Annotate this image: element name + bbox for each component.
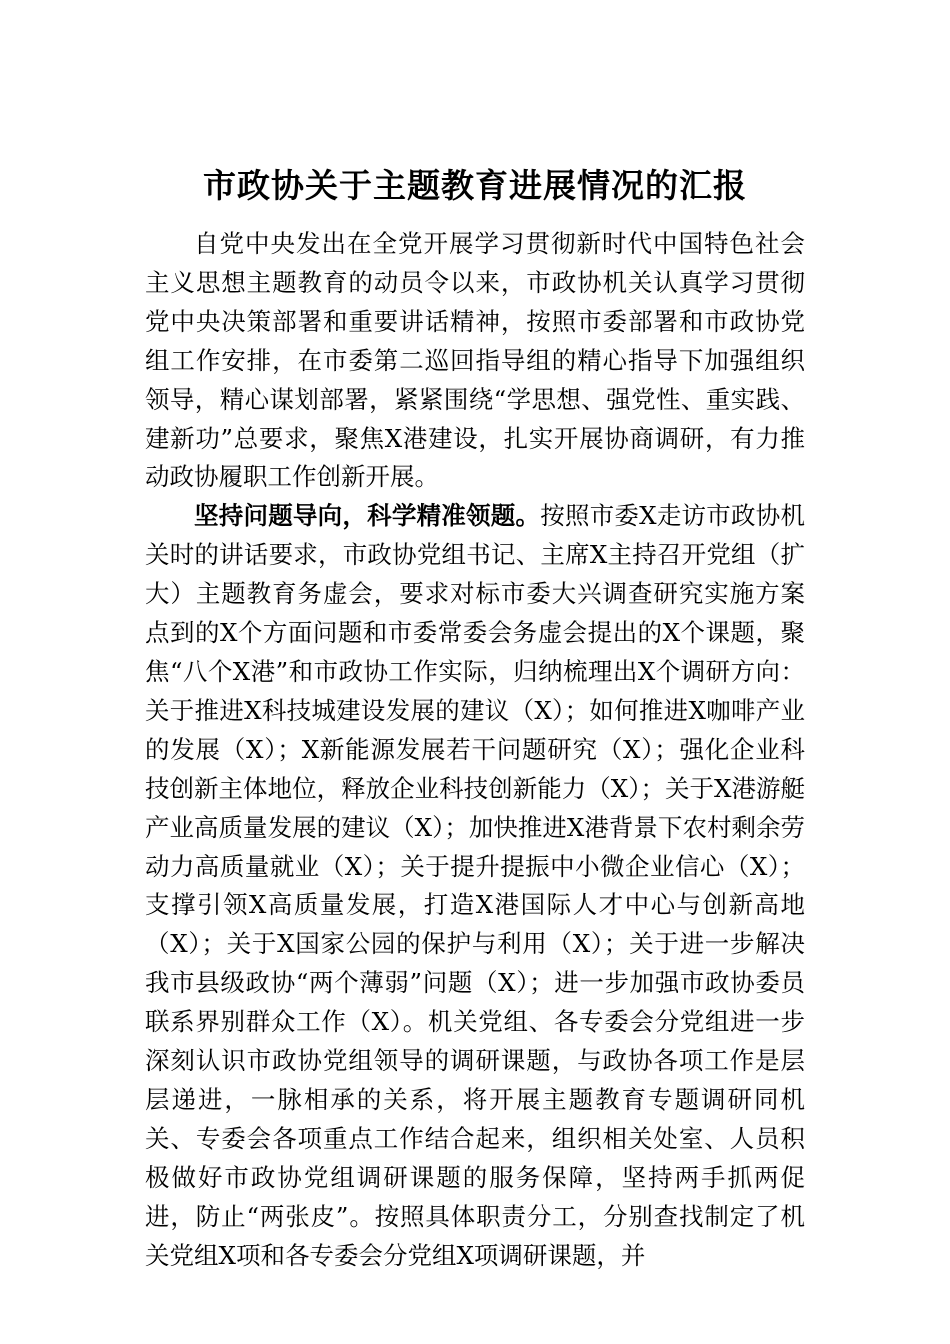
document-body xyxy=(145,225,805,1275)
paragraph-text: 自党中央发出在全党开展学习贯彻新时代中国特色社会主义思想主题教育的动员令以来，市政协机关认真学习贯彻党中央决策部署和重要讲话精神，按照市委部署和市政协党组工作安排，在市委第二巡回指导组的精心指导下加强组织领导，精心谋划部署，紧紧围绕“学思想、强党性、重实践、建新功”总要求，聚焦X港建设，扎实开展协商调研，有力推动政协履职工作创新开展。 xyxy=(145,229,805,492)
paragraph-problem-oriented xyxy=(145,497,805,1275)
paragraph-intro xyxy=(145,225,805,497)
paragraph-lead: 坚持问题导向，科学精准领题。 xyxy=(194,501,541,531)
document-title: 市政协关于主题教育进展情况的汇报 xyxy=(203,166,747,205)
paragraph-text: 按照市委X走访市政协机关时的讲话要求，市政协党组书记、主席X主持召开党组（扩大）主题教育务虚会，要求对标市委大兴调查研究实施方案点到的X个方面问题和市委常委会务虚会提出的X个课题，聚焦“八个X港”和市政协工作实际，归纳梳理出X个调研方向：关于推进X科技城建设发展的建议（X）；如何推进X咖啡产业的发展（X）；X新能源发展若干问题研究（X）；强化企业科技创新主体地位，释放企业科技创新能力（X）；关于X港游艇产业高质量发展的建议（X）；加快推进X港背景下农村剩余劳动力高质量就业（X）；关于提升提振中小微企业信心（X）；支撑引领X高质量发展，打造X港国际人才中心与创新高地（X）；关于X国家公园的保护与利用（X）；关于进一步解决我市县级政协“两个薄弱”问题（X）；进一步加强市政协委员联系界别群众工作（X）。机关党组、各专委会分党组进一步深刻认识市政协党组领导的调研课题，与政协各项工作是层层递进，一脉相承的关系，将开展主题教育专题调研同机关、专委会各项重点工作结合起来，组织相关处室、人员积极做好市政协党组调研课题的服务保障，坚持两手抓两促进，防止“两张皮”。按照具体职责分工，分别查找制定了机关党组X项和各专委会分党组X项调研课题，并 xyxy=(145,501,805,1270)
